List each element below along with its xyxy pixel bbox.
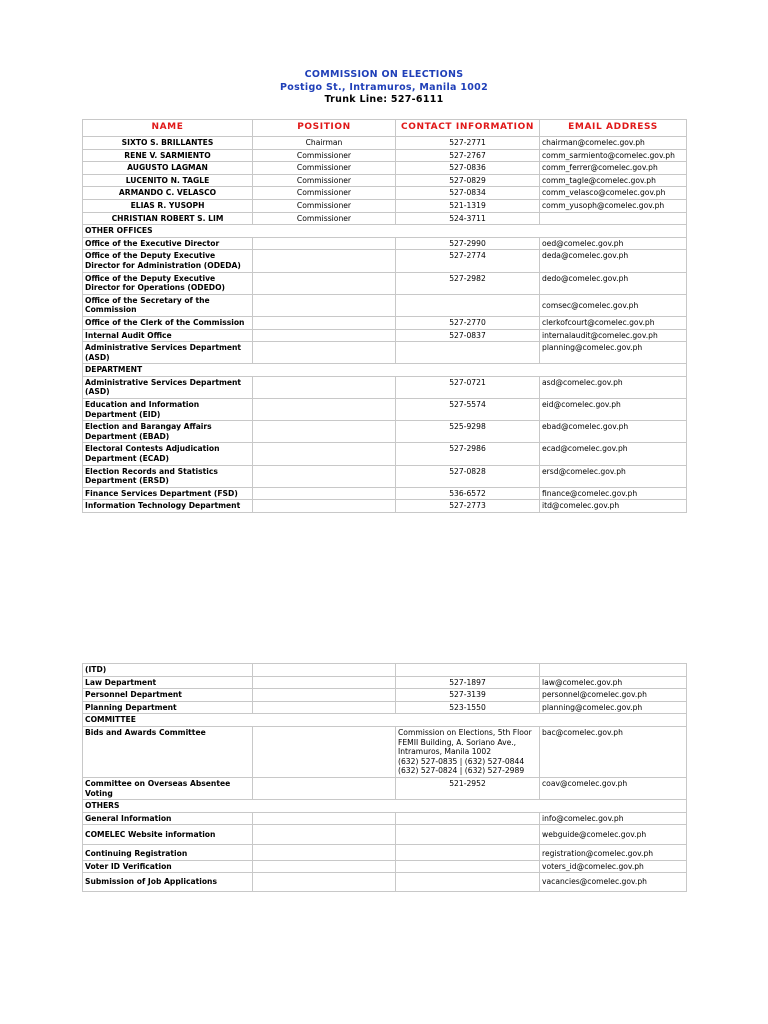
table-row — [83, 149, 687, 162]
empty-cell — [253, 250, 396, 272]
empty-cell — [253, 376, 396, 398]
empty-cell — [396, 812, 540, 825]
department-name: Planning Department — [83, 701, 253, 714]
empty-cell — [253, 873, 396, 892]
office-name: Office of the Deputy Executive Director for Administration (ODEDA) — [83, 250, 253, 272]
official-position: Chairman — [253, 137, 396, 150]
department-name: Information Technology Department — [83, 500, 253, 513]
official-contact: 521-1319 — [396, 199, 540, 212]
empty-cell — [253, 399, 396, 421]
section-row — [83, 714, 687, 727]
table-row — [83, 212, 687, 225]
table-row — [83, 250, 687, 272]
committee-name: Bids and Awards Committee — [83, 726, 253, 777]
empty-cell — [253, 294, 396, 316]
department-contact: 536-6572 — [396, 487, 540, 500]
office-contact: 527-2990 — [396, 237, 540, 250]
empty-cell — [396, 664, 540, 677]
office-contact: 527-2774 — [396, 250, 540, 272]
office-contact: 527-2770 — [396, 316, 540, 329]
email-link[interactable]: dedo@comelec.gov.ph — [540, 272, 687, 294]
official-contact: 527-0834 — [396, 187, 540, 200]
email-link[interactable]: itd@comelec.gov.ph — [540, 500, 687, 513]
official-position: Commissioner — [253, 187, 396, 200]
empty-cell — [253, 237, 396, 250]
committee-phone-line: (632) 527-0824 | (632) 527-2989 — [398, 766, 525, 776]
agency-title: COMMISSION ON ELECTIONS — [304, 69, 464, 80]
email-link[interactable]: comm_ferrer@comelec.gov.ph — [540, 162, 687, 175]
official-contact: 527-2767 — [396, 149, 540, 162]
office-name: Internal Audit Office — [83, 329, 253, 342]
column-header-name: NAME — [83, 120, 253, 137]
table-header-row — [83, 120, 687, 137]
empty-cell — [253, 825, 396, 845]
empty-cell — [253, 844, 396, 860]
email-link[interactable]: law@comelec.gov.ph — [540, 676, 687, 689]
service-name: Submission of Job Applications — [83, 873, 253, 892]
email-link[interactable]: info@comelec.gov.ph — [540, 812, 687, 825]
department-contact: 527-3139 — [396, 689, 540, 702]
empty-cell — [253, 664, 396, 677]
email-link[interactable]: deda@comelec.gov.ph — [540, 250, 687, 272]
empty-cell — [253, 812, 396, 825]
column-header-email: EMAIL ADDRESS — [540, 120, 687, 137]
department-contact: 527-0721 — [396, 376, 540, 398]
table-row — [83, 726, 687, 777]
official-contact: 527-2771 — [396, 137, 540, 150]
table-row — [83, 376, 687, 398]
email-link[interactable]: planning@comelec.gov.ph — [540, 701, 687, 714]
department-contact: 527-0828 — [396, 465, 540, 487]
official-position: Commissioner — [253, 174, 396, 187]
committee-contact — [396, 726, 540, 777]
email-link[interactable]: clerkofcourt@comelec.gov.ph — [540, 316, 687, 329]
service-name: General Information — [83, 812, 253, 825]
department-name: Election Records and Statistics Department (ERSD) — [83, 465, 253, 487]
email-link[interactable]: vacancies@comelec.gov.ph — [540, 873, 687, 892]
empty-cell — [253, 316, 396, 329]
empty-cell — [253, 689, 396, 702]
empty-cell — [396, 873, 540, 892]
department-name: Education and Information Department (EID) — [83, 399, 253, 421]
department-contact: 527-5574 — [396, 399, 540, 421]
official-position: Commissioner — [253, 199, 396, 212]
table-row — [83, 443, 687, 465]
email-link[interactable]: ecad@comelec.gov.ph — [540, 443, 687, 465]
email-link[interactable]: bac@comelec.gov.ph — [540, 726, 687, 777]
directory-table-page-1 — [82, 119, 687, 513]
department-contact: 523-1550 — [396, 701, 540, 714]
email-link[interactable]: webguide@comelec.gov.ph — [540, 825, 687, 845]
empty-cell — [253, 777, 396, 799]
empty-cell — [396, 844, 540, 860]
department-contact: 527-1897 — [396, 676, 540, 689]
section-label-department: DEPARTMENT — [83, 364, 687, 377]
agency-address: Postigo St., Intramuros, Manila 1002 — [280, 81, 488, 93]
email-link[interactable]: planning@comelec.gov.ph — [540, 342, 687, 364]
section-row — [83, 364, 687, 377]
office-contact — [396, 342, 540, 364]
department-name-continued: (ITD) — [83, 664, 253, 677]
email-link[interactable]: ersd@comelec.gov.ph — [540, 465, 687, 487]
department-contact: 527-2773 — [396, 500, 540, 513]
email-link[interactable]: chairman@comelec.gov.ph — [540, 137, 687, 150]
directory-table-page-2 — [82, 663, 687, 892]
section-row — [83, 800, 687, 813]
official-contact: 524-3711 — [396, 212, 540, 225]
email-link[interactable]: oed@comelec.gov.ph — [540, 237, 687, 250]
department-name: Personnel Department — [83, 689, 253, 702]
table-row — [83, 316, 687, 329]
table-row — [83, 465, 687, 487]
empty-cell — [253, 726, 396, 777]
table-row — [83, 237, 687, 250]
table-row — [83, 342, 687, 364]
empty-cell — [253, 443, 396, 465]
table-row — [83, 825, 687, 845]
email-link[interactable]: ebad@comelec.gov.ph — [540, 421, 687, 443]
official-name: ELIAS R. YUSOPH — [83, 199, 253, 212]
committee-address: Commission on Elections, 5th Floor FEMII Building, A. Soriano Ave., Intramuros, Manila 1002 — [398, 727, 532, 757]
committee-phone-line: (632) 527-0835 | (632) 527-0844 — [398, 756, 525, 766]
email-link[interactable]: eid@comelec.gov.ph — [540, 399, 687, 421]
empty-cell — [253, 272, 396, 294]
email-link[interactable]: coav@comelec.gov.ph — [540, 777, 687, 799]
official-contact: 527-0829 — [396, 174, 540, 187]
committee-contact: 521-2952 — [396, 777, 540, 799]
section-label-committee: COMMITTEE — [83, 714, 687, 727]
department-name: Administrative Services Department (ASD) — [83, 376, 253, 398]
table-row — [83, 701, 687, 714]
department-name: Election and Barangay Affairs Department (EBAD) — [83, 421, 253, 443]
trunk-line: Trunk Line: 527-6111 — [324, 94, 444, 105]
official-name: CHRISTIAN ROBERT S. LIM — [83, 212, 253, 225]
official-contact: 527-0836 — [396, 162, 540, 175]
official-name: ARMANDO C. VELASCO — [83, 187, 253, 200]
table-row — [83, 860, 687, 873]
table-row — [83, 399, 687, 421]
office-contact: 527-0837 — [396, 329, 540, 342]
section-label-others: OTHERS — [83, 800, 687, 813]
page-header — [0, 69, 768, 107]
table-row — [83, 137, 687, 150]
table-row — [83, 272, 687, 294]
email-link[interactable]: comm_yusoph@comelec.gov.ph — [540, 199, 687, 212]
empty-cell — [540, 664, 687, 677]
department-name: Finance Services Department (FSD) — [83, 487, 253, 500]
office-name: Administrative Services Department (ASD) — [83, 342, 253, 364]
table-row — [83, 162, 687, 175]
table-row — [83, 676, 687, 689]
office-contact — [396, 294, 540, 316]
department-contact: 525-9298 — [396, 421, 540, 443]
committee-name: Committee on Overseas Absentee Voting — [83, 777, 253, 799]
empty-cell — [396, 825, 540, 845]
empty-cell — [253, 421, 396, 443]
service-name: Voter ID Verification — [83, 860, 253, 873]
email-link[interactable]: comsec@comelec.gov.ph — [540, 294, 687, 316]
empty-cell — [253, 676, 396, 689]
office-name: Office of the Secretary of the Commission — [83, 294, 253, 316]
email-link[interactable] — [540, 212, 687, 225]
email-link[interactable]: personnel@comelec.gov.ph — [540, 689, 687, 702]
email-link[interactable]: voters_id@comelec.gov.ph — [540, 860, 687, 873]
table-row — [83, 500, 687, 513]
official-position: Commissioner — [253, 149, 396, 162]
table-row — [83, 329, 687, 342]
empty-cell — [253, 860, 396, 873]
official-name: AUGUSTO LAGMAN — [83, 162, 253, 175]
office-name: Office of the Deputy Executive Director for Operations (ODEDO) — [83, 272, 253, 294]
department-name: Electoral Contests Adjudication Department (ECAD) — [83, 443, 253, 465]
department-name: Law Department — [83, 676, 253, 689]
table-row — [83, 844, 687, 860]
department-contact: 527-2986 — [396, 443, 540, 465]
official-name: SIXTO S. BRILLANTES — [83, 137, 253, 150]
email-link[interactable]: finance@comelec.gov.ph — [540, 487, 687, 500]
empty-cell — [396, 860, 540, 873]
email-link[interactable]: asd@comelec.gov.ph — [540, 376, 687, 398]
table-row — [83, 294, 687, 316]
table-row — [83, 777, 687, 799]
email-link[interactable]: registration@comelec.gov.ph — [540, 844, 687, 860]
table-row — [83, 487, 687, 500]
office-contact: 527-2982 — [396, 272, 540, 294]
service-name: COMELEC Website information — [83, 825, 253, 845]
office-name: Office of the Executive Director — [83, 237, 253, 250]
table-row — [83, 812, 687, 825]
column-header-contact: CONTACT INFORMATION — [396, 120, 540, 137]
table-row — [83, 421, 687, 443]
office-name: Office of the Clerk of the Commission — [83, 316, 253, 329]
empty-cell — [253, 465, 396, 487]
empty-cell — [253, 500, 396, 513]
official-position: Commissioner — [253, 162, 396, 175]
official-position: Commissioner — [253, 212, 396, 225]
section-row — [83, 225, 687, 238]
empty-cell — [253, 342, 396, 364]
email-link[interactable]: comm_sarmiento@comelec.gov.ph — [540, 149, 687, 162]
table-row — [83, 664, 687, 677]
section-label-other-offices: OTHER OFFICES — [83, 225, 687, 238]
table-row — [83, 873, 687, 892]
empty-cell — [253, 701, 396, 714]
service-name: Continuing Registration — [83, 844, 253, 860]
empty-cell — [253, 487, 396, 500]
table-row — [83, 187, 687, 200]
column-header-position: POSITION — [253, 120, 396, 137]
email-link[interactable]: comm_tagle@comelec.gov.ph — [540, 174, 687, 187]
table-row — [83, 174, 687, 187]
table-row — [83, 689, 687, 702]
table-row — [83, 199, 687, 212]
email-link[interactable]: internalaudit@comelec.gov.ph — [540, 329, 687, 342]
email-link[interactable]: comm_velasco@comelec.gov.ph — [540, 187, 687, 200]
empty-cell — [253, 329, 396, 342]
official-name: RENE V. SARMIENTO — [83, 149, 253, 162]
official-name: LUCENITO N. TAGLE — [83, 174, 253, 187]
